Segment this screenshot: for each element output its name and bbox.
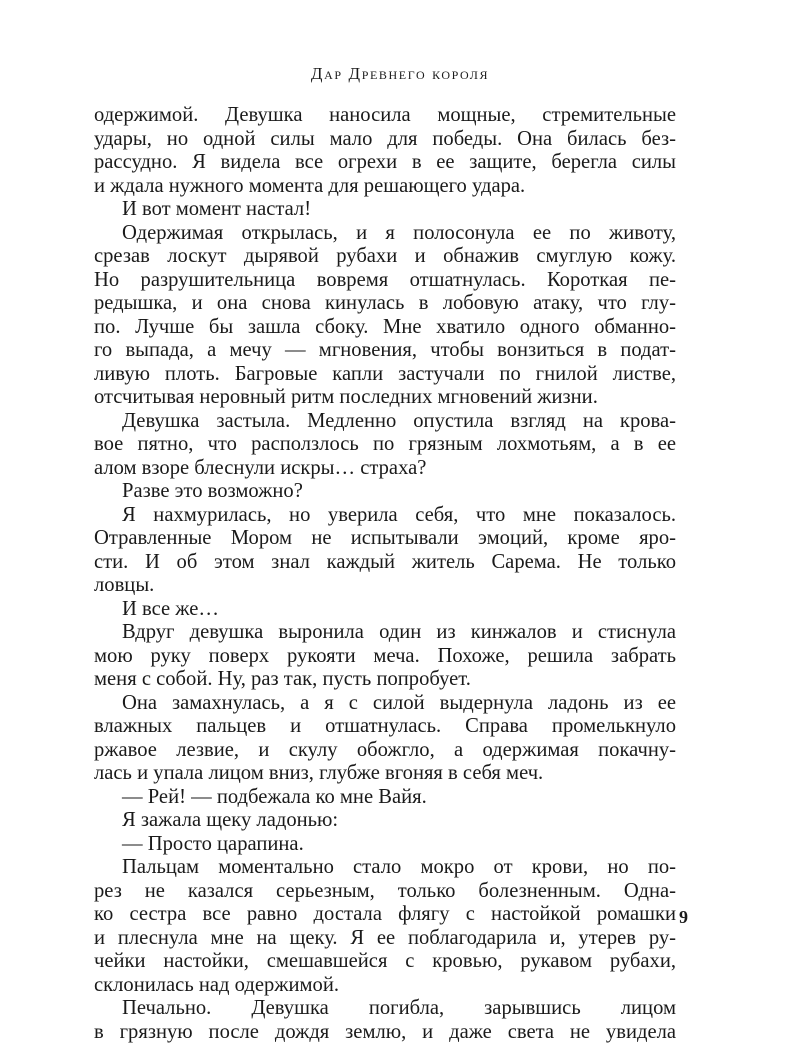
text-line: Одержимая открылась, и я полосонула ее по животу, — [94, 222, 676, 246]
text-line: срезав лоскут дырявой рубахи и обнажив смуглую кожу. — [94, 245, 676, 269]
text-line: Девушка застыла. Медленно опустила взгляд на крова- — [94, 410, 676, 434]
text-line: одержимой. Девушка наносила мощные, стремительные — [94, 104, 676, 128]
text-line: — Рей! — подбежала ко мне Вайя. — [94, 786, 676, 810]
text-line: влажных пальцев и отшатнулась. Справа промелькнуло — [94, 715, 676, 739]
text-line: И все же… — [94, 598, 676, 622]
text-line: Но разрушительница вовремя отшатнулась. Короткая пе- — [94, 269, 676, 293]
text-line: вое пятно, что расползлось по грязным лохмотьям, а в ее — [94, 433, 676, 457]
text-line: Я нахмурилась, но уверила себя, что мне показалось. — [94, 504, 676, 528]
text-line: мою руку поверх рукояти меча. Похоже, решила забрать — [94, 645, 676, 669]
text-line: Вдруг девушка выронила один из кинжалов и стиснула — [94, 621, 676, 645]
text-line: рез не казался серьезным, только болезненным. Одна- — [94, 880, 676, 904]
text-line: редышка, и она снова кинулась в лобовую атаку, что глу- — [94, 292, 676, 316]
text-line: удары, но одной силы мало для победы. Она билась без- — [94, 128, 676, 152]
text-line: ко сестра все равно достала флягу с настойкой ромашки — [94, 903, 676, 927]
body-text — [94, 104, 676, 1044]
text-line: и плеснула мне на щеку. Я ее поблагодарила и, утерев ру- — [94, 927, 676, 951]
page-number: 9 — [679, 907, 688, 928]
text-line: и ждала нужного момента для решающего удара. — [94, 175, 676, 199]
text-line: Пальцам моментально стало мокро от крови, но по- — [94, 856, 676, 880]
text-line: И вот момент настал! — [94, 198, 676, 222]
text-line: лась и упала лицом вниз, глубже вгоняя в себя меч. — [94, 762, 676, 786]
text-line: сти. И об этом знал каждый житель Сарема. Не только — [94, 551, 676, 575]
text-line: Я зажала щеку ладонью: — [94, 809, 676, 833]
text-line: Отравленные Мором не испытывали эмоций, кроме яро- — [94, 527, 676, 551]
text-line: чейки настойки, смешавшейся с кровью, рукавом рубахи, — [94, 950, 676, 974]
text-line: Разве это возможно? — [94, 480, 676, 504]
text-line: Она замахнулась, а я с силой выдернула ладонь из ее — [94, 692, 676, 716]
text-line: ловцы. — [94, 574, 676, 598]
text-line: в грязную после дождя землю, и даже света не увидела — [94, 1021, 676, 1044]
text-line: ливую плоть. Багровые капли застучали по гнилой листве, — [94, 363, 676, 387]
text-line: ржавое лезвие, и скулу обожгло, а одержимая покачну- — [94, 739, 676, 763]
text-line: — Просто царапина. — [94, 833, 676, 857]
text-line: Печально. Девушка погибла, зарывшись лицом — [94, 997, 676, 1021]
text-line: го выпада, а мечу — мгновения, чтобы вонзиться в подат- — [94, 339, 676, 363]
text-line: по. Лучше бы зашла сбоку. Мне хватило одного обманно- — [94, 316, 676, 340]
text-line: склонилась над одержимой. — [94, 974, 676, 998]
running-head: Дар Древнего короля — [0, 64, 800, 84]
text-line: алом взоре блеснули искры… страха? — [94, 457, 676, 481]
text-line: отсчитывая неровный ритм последних мгновений жизни. — [94, 386, 676, 410]
text-line: рассудно. Я видела все огрехи в ее защите, берегла силы — [94, 151, 676, 175]
text-line: меня с собой. Ну, раз так, пусть попробует. — [94, 668, 676, 692]
